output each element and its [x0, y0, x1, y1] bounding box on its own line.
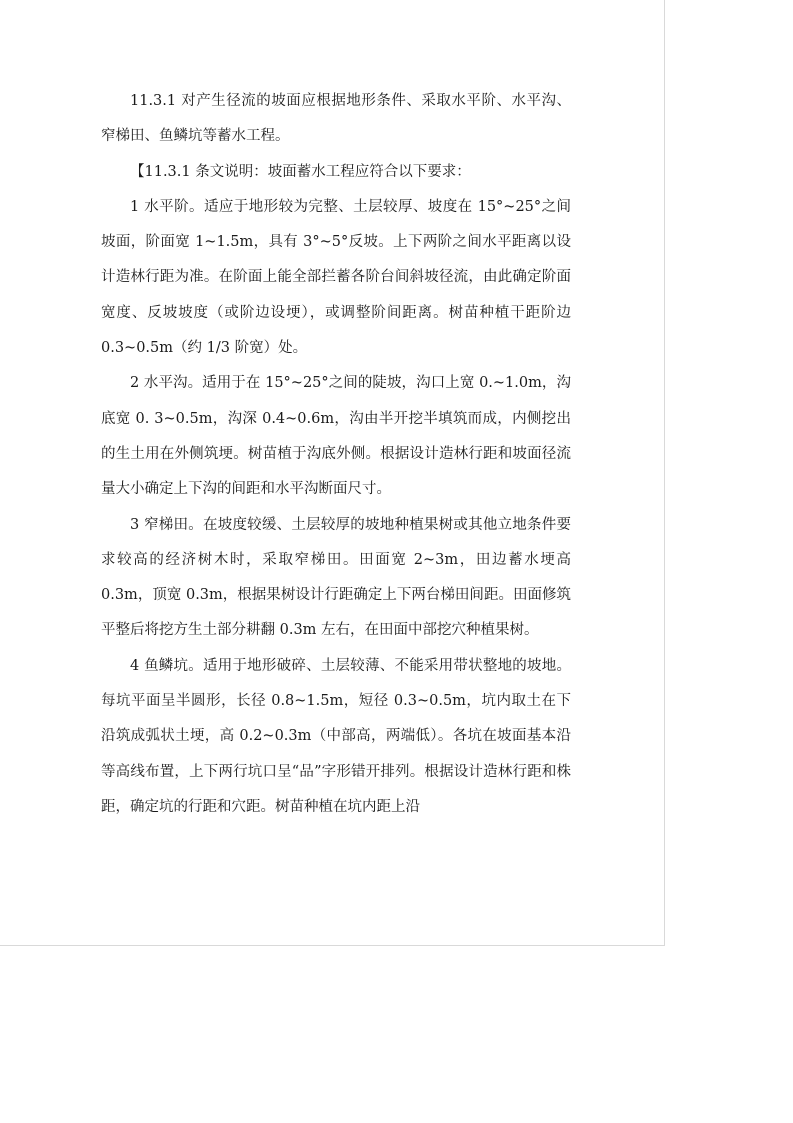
- item-2-horizontal-ditch: 2 水平沟。适用于在 15°~25°之间的陡坡，沟口上宽 0.~1.0m，沟底宽 0. 3~0.5m，沟深 0.4~0.6m，沟由半开挖半填筑而成，内侧挖出的生土用在外侧筑埂。树苗植于沟底外侧。根据设计造林行距和坡面径流量大小确定上下沟的间距和水平沟断面尺寸。: [101, 375, 571, 498]
- item-1-horizontal-terrace: 1 水平阶。适应于地形较为完整、土层较厚、坡度在 15°~25°之间坡面，阶面宽 1~1.5m，具有 3°~5°反坡。上下两阶之间水平距离以设计造林行距为准。在阶面上能全部拦蓄各阶台间斜坡径流，由此确定阶面宽度、反坡坡度（或阶边设埂），或调整阶间距离。树苗种植干距阶边 0.3~0.5m（约 1/3 阶宽）处。: [101, 198, 571, 357]
- body-text: [101, 84, 571, 825]
- clause-11-3-1: 11.3.1 对产生径流的坡面应根据地形条件、采取水平阶、水平沟、窄梯田、鱼鳞坑等蓄水工程。: [101, 93, 571, 145]
- clause-explanation-heading: 【11.3.1 条文说明：坡面蓄水工程应符合以下要求：: [130, 163, 471, 180]
- item-3-narrow-terrace: 3 窄梯田。在坡度较缓、土层较厚的坡地种植果树或其他立地条件要求较高的经济树木时，采取窄梯田。田面宽 2~3m，田边蓄水埂高 0.3m，顶宽 0.3m，根据果树设计行距确定上下两台梯田间距。田面修筑平整后将挖方生土部分耕翻 0.3m 左右，在田面中部挖穴种植果树。: [101, 516, 571, 639]
- item-4-fish-scale-pit: 4 鱼鳞坑。适用于地形破碎、土层较薄、不能采用带状整地的坡地。每坑平面呈半圆形，长径 0.8~1.5m，短径 0.3~0.5m，坑内取土在下沿筑成弧状土埂，高 0.2~0.3m（中部高，两端低）。各坑在坡面基本沿等高线布置，上下两行坑口呈“品”字形错开排列。根据设计造林行距和株距，确定坑的行距和穴距。树苗种植在坑内距上沿: [101, 657, 571, 815]
